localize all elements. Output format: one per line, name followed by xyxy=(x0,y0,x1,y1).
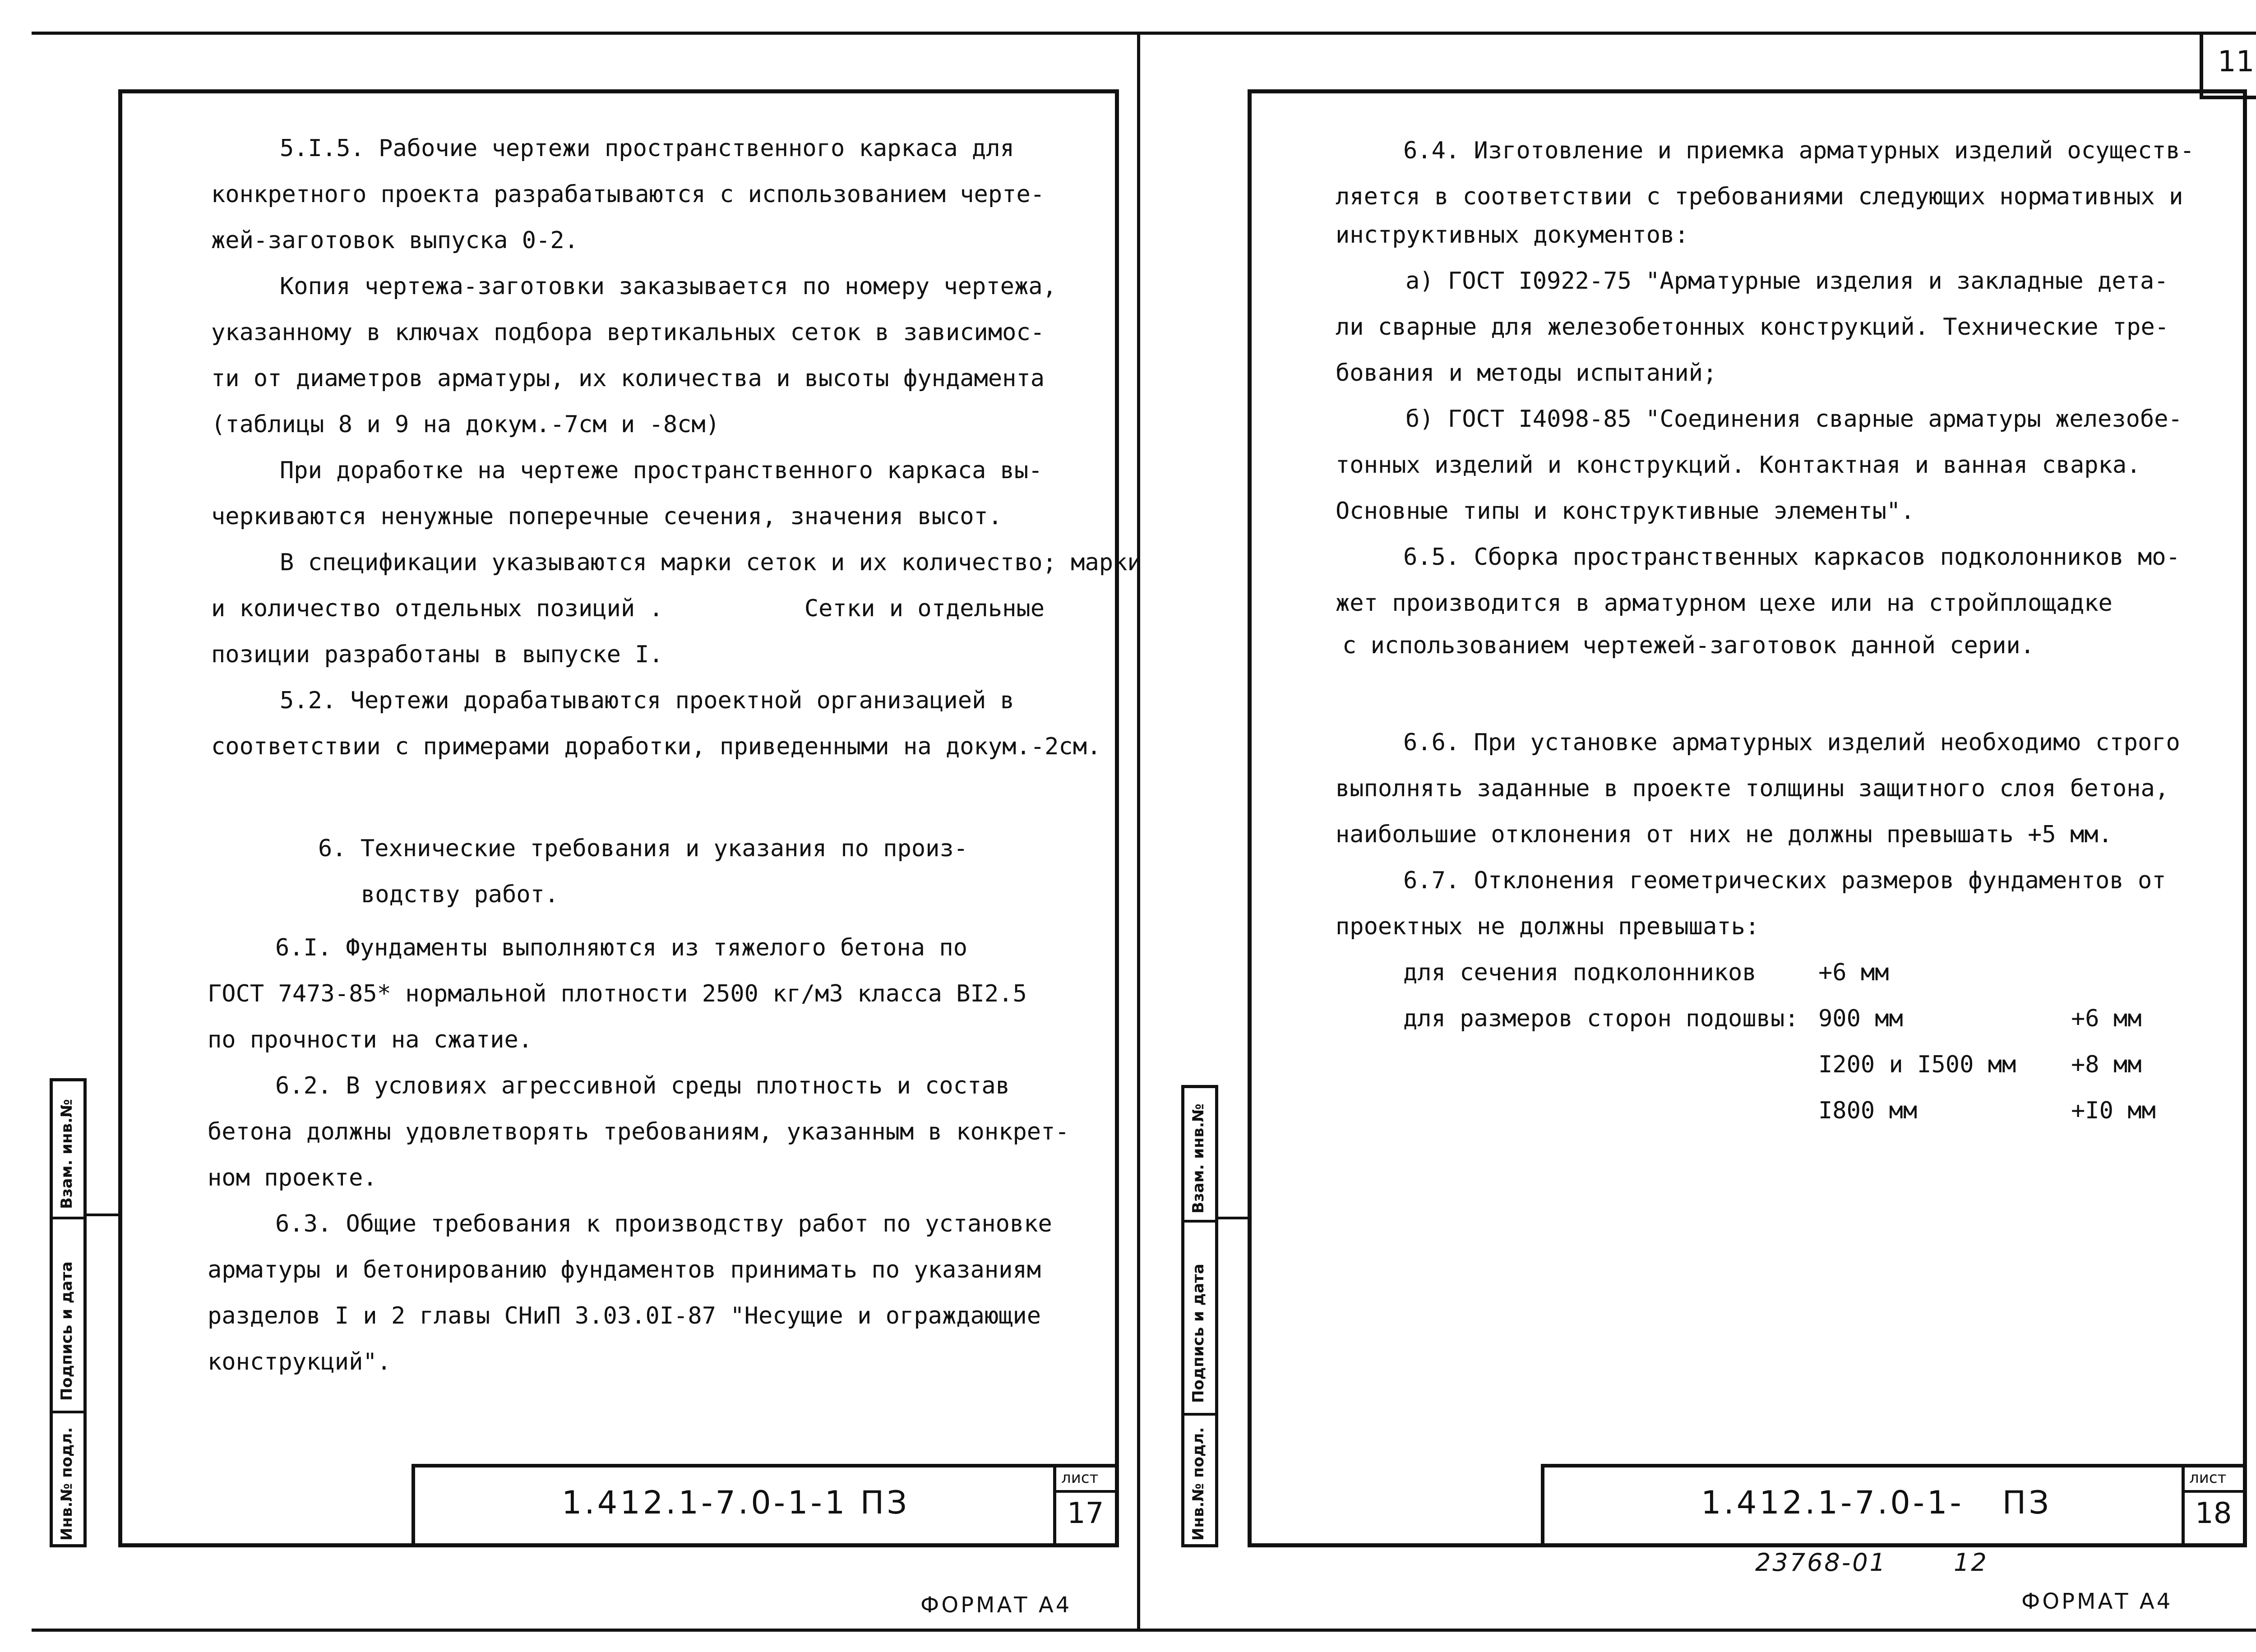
strip-label: Подпись и дата xyxy=(58,1261,76,1401)
paragraph-line: конструкций". xyxy=(208,1348,391,1375)
inventory-number: 23768-01 xyxy=(1755,1548,1887,1577)
strip-tick xyxy=(87,1214,118,1216)
strip-label: Подпись и дата xyxy=(1189,1264,1207,1403)
tolerance-value: +6 мм xyxy=(2071,1005,2142,1032)
paragraph-line: ном проекте. xyxy=(208,1164,377,1191)
paragraph-line: Копия чертежа-заготовки заказывается по номеру чертежа, xyxy=(280,273,1057,300)
tolerance-value: +I0 мм xyxy=(2071,1097,2156,1124)
tolerance-value: +6 мм xyxy=(1818,959,1889,986)
strip-divider xyxy=(1184,1220,1215,1223)
stamp-divider xyxy=(1053,1464,1056,1547)
strip-divider xyxy=(53,1217,83,1219)
format-label: ФОРМАТ А4 xyxy=(920,1592,1072,1618)
paragraph-line: 6.7. Отклонения геометрических размеров фундаментов от xyxy=(1403,867,2166,894)
top-border-line xyxy=(32,32,2256,35)
tolerance-size: I800 мм xyxy=(1818,1097,1918,1124)
stamp-divider xyxy=(1053,1490,1119,1493)
stamp-divider xyxy=(2182,1464,2185,1547)
paragraph-line: конкретного проекта разрабатываются с использованием черте- xyxy=(211,181,1045,208)
paragraph-line: 6.5. Сборка пространственных каркасов подколонников мо- xyxy=(1403,544,2180,571)
tolerance-label: для размеров сторон подошвы: xyxy=(1403,1005,1799,1032)
tolerance-label: для сечения подколонников xyxy=(1403,959,1757,986)
bottom-border-line xyxy=(32,1629,2256,1632)
paragraph-line: проектных не должны превышать: xyxy=(1336,913,1760,940)
sheet-label: лист xyxy=(2189,1469,2227,1487)
paragraph-line: (таблицы 8 и 9 на докум.-7см и -8см) xyxy=(211,411,720,438)
strip-divider xyxy=(1184,1413,1215,1416)
paragraph-line: и количество отдельных позиций . Сетки и отдельные xyxy=(211,595,1045,622)
paragraph-line: 5.2. Чертежи дорабатываются проектной организацией в xyxy=(280,687,1014,714)
paragraph-line: выполнять заданные в проекте толщины защитного слоя бетона, xyxy=(1336,775,2169,802)
paragraph-line: тонных изделий и конструкций. Контактная и ванная сварка. xyxy=(1336,452,2141,479)
paragraph-line: по прочности на сжатие. xyxy=(208,1026,533,1053)
format-label: ФОРМАТ А4 xyxy=(2021,1589,2173,1614)
paragraph-line: черкиваются ненужные поперечные сечения, значения высот. xyxy=(211,503,1003,530)
inventory-page: 12 xyxy=(1954,1548,1988,1577)
tolerance-size: I200 и I500 мм xyxy=(1818,1051,2016,1078)
strip-label: Взам. инв.№ xyxy=(58,1099,76,1209)
paragraph-line: бетона должны удовлетворять требованиям, указанным в конкрет- xyxy=(208,1118,1069,1145)
paragraph-line: жет производится в арматурном цехе или на стройплощадке xyxy=(1336,590,2113,617)
paragraph-line: с использованием чертежей-заготовок данной серии. xyxy=(1342,632,2035,659)
paragraph-line: Основные типы и конструктивные элементы". xyxy=(1336,498,1915,525)
sheet-label: лист xyxy=(1061,1469,1099,1487)
paragraph-line: В спецификации указываются марки сеток и их количество; марки xyxy=(280,549,1142,576)
strip-tick xyxy=(1218,1217,1248,1219)
paragraph-line: 6.6. При установке арматурных изделий необходимо строго xyxy=(1403,729,2180,756)
strip-label: Инв.№ подл. xyxy=(58,1427,76,1541)
tolerance-value: +8 мм xyxy=(2071,1051,2142,1078)
document-code: 1.412.1-7.0-1-1 ПЗ xyxy=(562,1484,910,1521)
corner-number: 11 xyxy=(2218,45,2255,78)
section-heading: водству работ. xyxy=(361,881,559,908)
paragraph-line: соответствии с примерами доработки, приведенными на докум.-2см. xyxy=(211,733,1101,760)
stamp-divider xyxy=(2182,1490,2247,1493)
document-code: 1.412.1-7.0-1- ПЗ xyxy=(1701,1484,2052,1521)
paragraph-line: наибольшие отклонения от них не должны превышать +5 мм. xyxy=(1336,821,2113,848)
paragraph-line: ляется в соответствии с требованиями следующих нормативных и xyxy=(1336,183,2183,210)
section-heading: 6. Технические требования и указания по произ- xyxy=(318,835,968,862)
paragraph-line: 6.2. В условиях агрессивной среды плотность и состав xyxy=(275,1072,1010,1099)
tolerance-size: 900 мм xyxy=(1818,1005,1903,1032)
strip-label: Взам. инв.№ xyxy=(1189,1103,1207,1214)
strip-divider xyxy=(53,1411,83,1413)
paragraph-line: жей-заготовок выпуска 0-2. xyxy=(211,227,578,254)
paragraph-line: ти от диаметров арматуры, их количества и высоты фундамента xyxy=(211,365,1045,392)
page-divider xyxy=(1137,32,1140,1632)
paragraph-line: ГОСТ 7473-85* нормальной плотности 2500 кг/м3 класса BI2.5 xyxy=(208,980,1027,1007)
paragraph-line: При доработке на чертеже пространственного каркаса вы- xyxy=(280,457,1043,484)
paragraph-line: бования и методы испытаний; xyxy=(1336,360,1717,387)
strip-label: Инв.№ подл. xyxy=(1189,1427,1207,1541)
paragraph-line: ли сварные для железобетонных конструкций. Технические тре- xyxy=(1336,314,2169,341)
paragraph-line: арматуры и бетонированию фундаментов принимать по указаниям xyxy=(208,1256,1041,1283)
paragraph-line: 6.I. Фундаменты выполняются из тяжелого бетона по xyxy=(275,934,968,961)
paragraph-line: инструктивных документов: xyxy=(1336,221,1689,249)
paragraph-line: позиции разработаны в выпуске I. xyxy=(211,641,663,668)
paragraph-line: 6.3. Общие требования к производству работ по установке xyxy=(275,1210,1052,1237)
paragraph-line: 6.4. Изготовление и приемка арматурных изделий осуществ- xyxy=(1403,137,2195,164)
paragraph-line: указанному в ключах подбора вертикальных сеток в зависимос- xyxy=(211,319,1045,346)
sheet-number: 18 xyxy=(2195,1497,2232,1530)
paragraph-line: 5.I.5. Рабочие чертежи пространственного каркаса для xyxy=(280,135,1014,162)
paragraph-line: а) ГОСТ I0922-75 "Арматурные изделия и закладные дета- xyxy=(1405,268,2168,295)
paragraph-line: б) ГОСТ I4098-85 "Соединения сварные арматуры железобе- xyxy=(1405,406,2182,433)
sheet-number: 17 xyxy=(1067,1497,1104,1530)
paragraph-line: разделов I и 2 главы СНиП 3.03.0I-87 "Несущие и ограждающие xyxy=(208,1302,1041,1329)
